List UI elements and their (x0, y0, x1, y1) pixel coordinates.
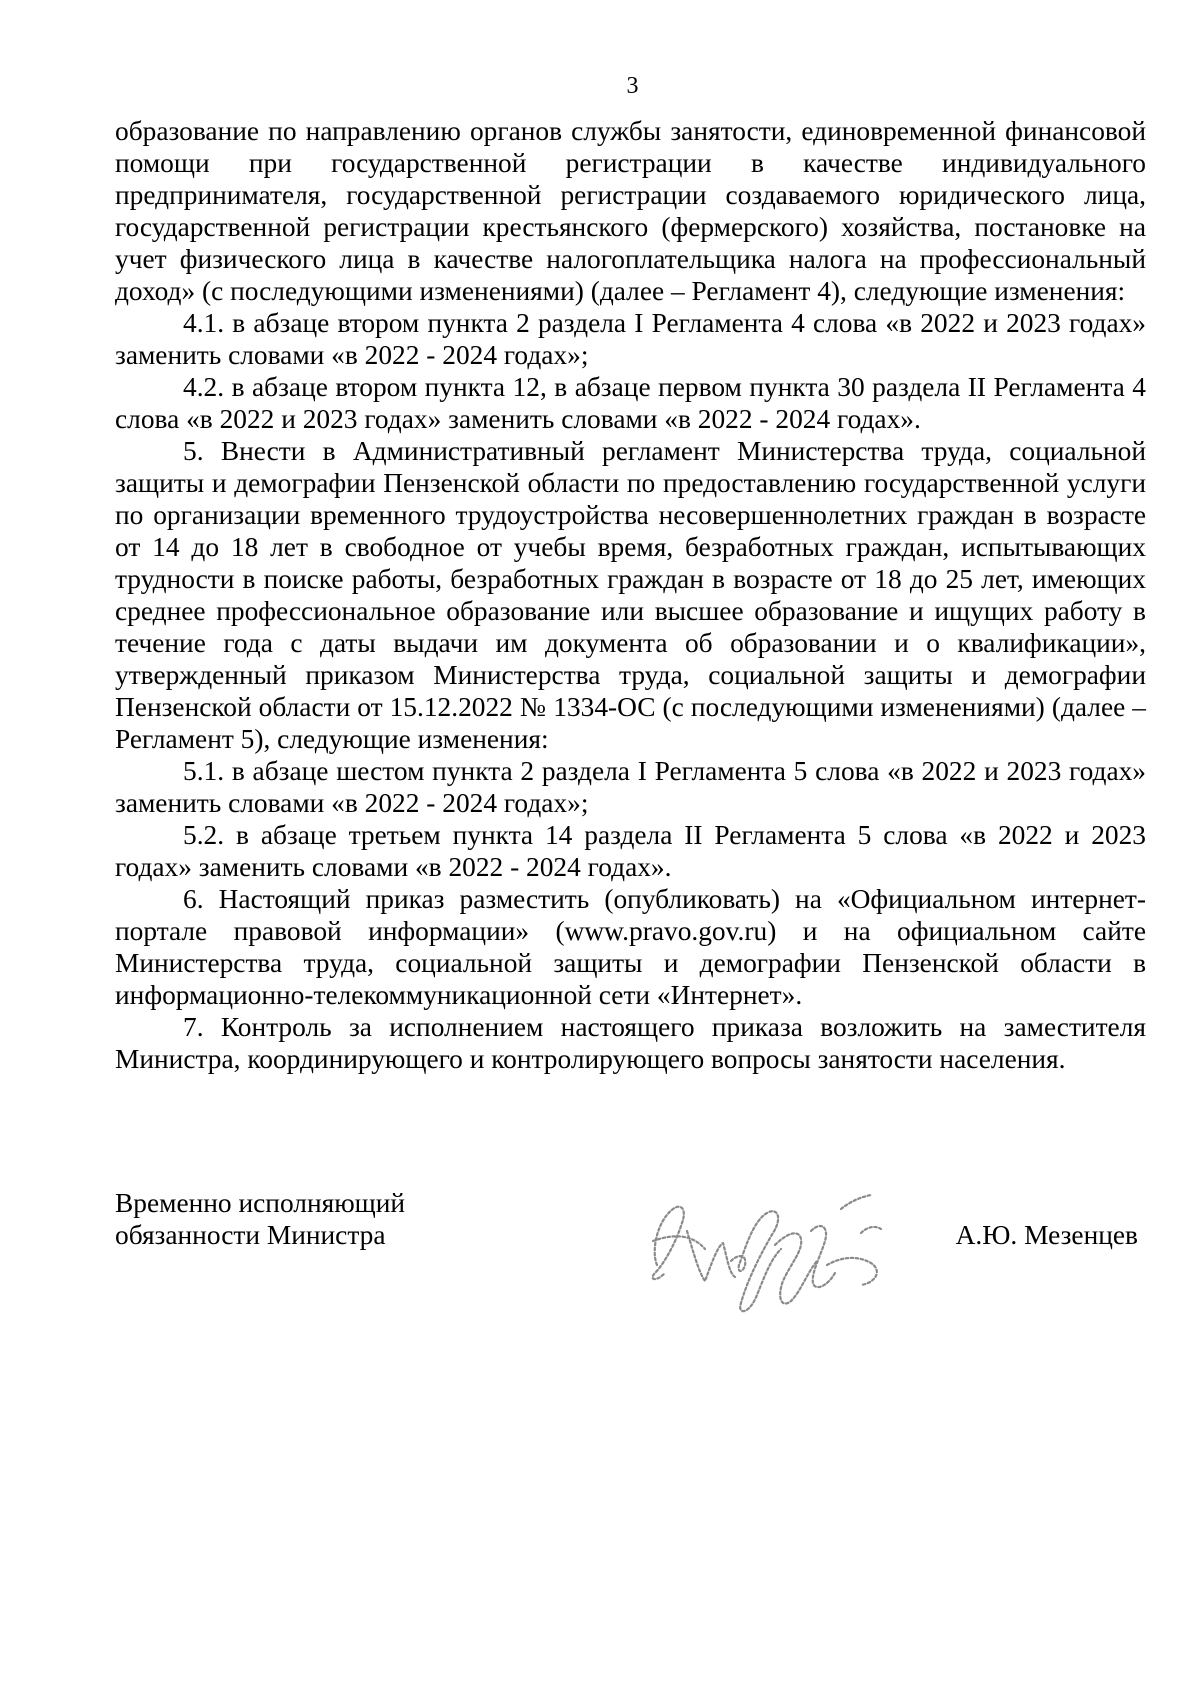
signer-position-line-1: Временно исполняющий (115, 1188, 406, 1218)
handwritten-signature (635, 1169, 935, 1319)
signature-block (115, 1187, 1146, 1327)
paragraph-4-2: 4.2. в абзаце втором пункта 12, в абзаце первом пункта 30 раздела II Регламента 4 слова «в 2022 и 2023 годах» заменить словами «в 2022 - 2024 годах». (115, 372, 1146, 434)
paragraph-continuation: образование по направлению органов службы занятости, единовременной финансовой помощи при государственной регистрации в качестве индивидуального предпринимателя, государственной регистрации создаваемого юридического лица, государственной регистрации крестьянского (фермерского) хозяйства, постановке на учет физического лица в качестве налогоплательщика налога на профессиональный доход» (с последующими изменениями) (далее – Регламент 4), следующие изменения: (115, 116, 1146, 306)
document-body (115, 115, 1146, 1075)
paragraph-7: 7. Контроль за исполнением настоящего приказа возложить на заместителя Министра, координирующего и контролирующего вопросы занятости населения. (115, 1012, 1146, 1074)
paragraph-5-2: 5.2. в абзаце третьем пункта 14 раздела II Регламента 5 слова «в 2022 и 2023 годах» заменить словами «в 2022 - 2024 годах». (115, 820, 1146, 882)
paragraph-6: 6. Настоящий приказ разместить (опубликовать) на «Официальном интернет-портале правовой информации» (www.pravo.gov.ru) и на официальном сайте Министерства труда, социальной защиты и демографии Пензенской области в информационно-телекоммуникационной сети «Интернет». (115, 884, 1146, 1010)
signer-name: А.Ю. Мезенцев (955, 1220, 1138, 1250)
paragraph-5: 5. Внести в Административный регламент Министерства труда, социальной защиты и демографии Пензенской области по предоставлению государственной услуги по организации временного трудоустройства несовершеннолетних граждан в возрасте от 14 до 18 лет в свободное от учебы время, безработных граждан, испытывающих трудности в поиске работы, безработных граждан в возрасте от 18 до 25 лет, имеющих среднее профессиональное образование или высшее образование и ищущих работу в течение года с даты выдачи им документа об образовании и о квалификации», утвержденный приказом Министерства труда, социальной защиты и демографии Пензенской области от 15.12.2022 № 1334-ОС (с последующими изменениями) (далее – Регламент 5), следующие изменения: (115, 436, 1146, 754)
paragraph-4-1: 4.1. в абзаце втором пункта 2 раздела I Регламента 4 слова «в 2022 и 2023 годах» заменить словами «в 2022 - 2024 годах»; (115, 308, 1146, 370)
signer-position (115, 1187, 405, 1251)
signer-position-line-2: обязанности Министра (115, 1220, 386, 1250)
page-number: 3 (626, 73, 639, 99)
paragraph-5-1: 5.1. в абзаце шестом пункта 2 раздела I Регламента 5 слова «в 2022 и 2023 годах» заменить словами «в 2022 - 2024 годах»; (115, 756, 1146, 818)
